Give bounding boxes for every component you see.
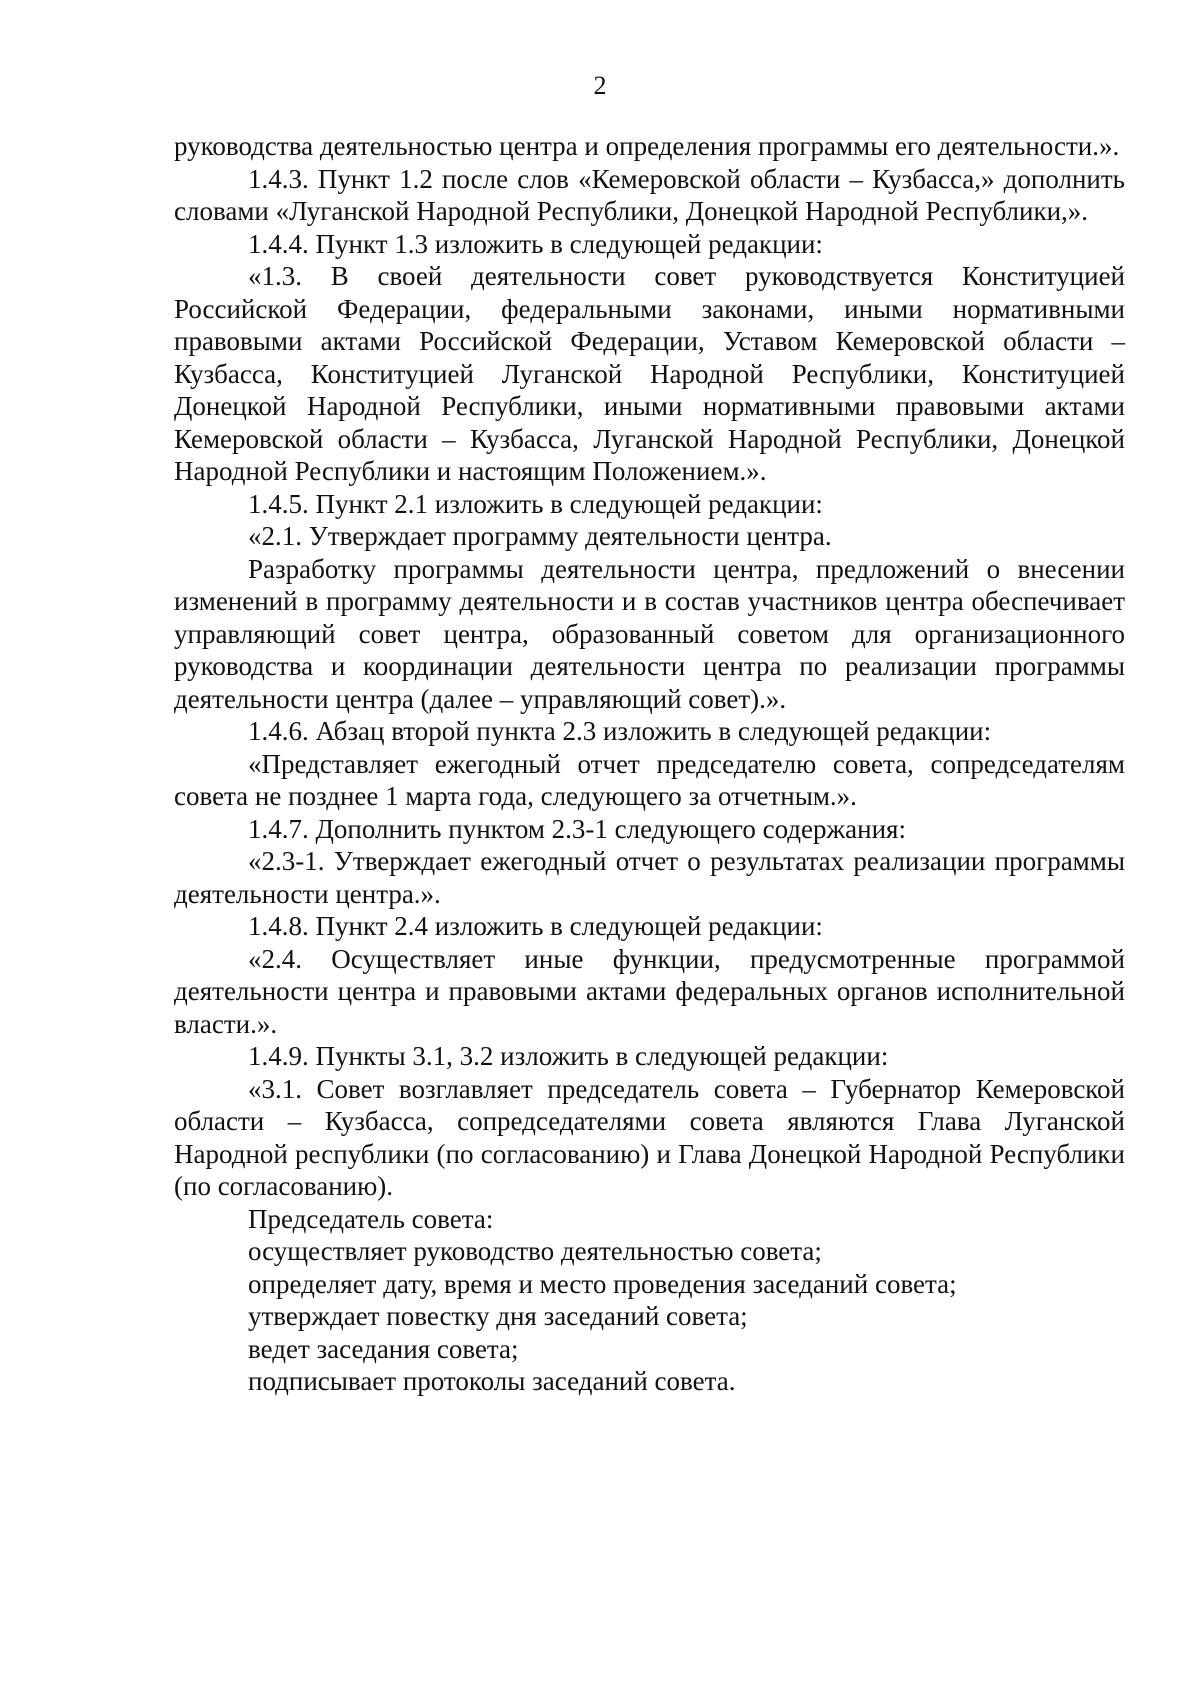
list-item-duty-3: утверждает повестку дня заседаний совета; — [248, 1301, 748, 1331]
document-body — [174, 130, 1125, 1398]
paragraph-quote-3-1: «3.1. Совет возглавляет председатель совета – Губернатор Кемеровской области – Кузбасса, сопредседателями совета являются Глава Луганской Народной республики (по согласованию) и Глава Донецкой Народной Республики (по согласованию). — [174, 1073, 1125, 1201]
paragraph-1-4-3: 1.4.3. Пункт 1.2 после слов «Кемеровской области – Кузбасса,» дополнить словами «Луганской Народной Республики, Донецкой Народной Республики,». — [174, 163, 1125, 226]
paragraph-quote-2-1: «2.1. Утверждает программу деятельности центра. — [248, 521, 832, 551]
paragraph-quote-1-3: «1.3. В своей деятельности совет руководствуется Конституцией Российской Федерации, федеральными законами, иными нормативными правовыми актами Российской Федерации, Уставом Кемеровской области – Кузбасса, Конституцией Луганской Народной Республики, Конституцией Донецкой Народной Республики, иными нормативными правовыми актами Кемеровской области – Кузбасса, Луганской Народной Республики, Донецкой Народной Республики и настоящим Положением.». — [174, 261, 1125, 486]
paragraph-1-4-7: 1.4.7. Дополнить пунктом 2.3-1 следующего содержания: — [248, 813, 906, 844]
paragraph-1-4-8: 1.4.8. Пункт 2.4 изложить в следующей редакции: — [248, 911, 823, 941]
page-number: 2 — [593, 71, 607, 100]
paragraph-quote-2-4: «2.4. Осуществляет иные функции, предусмотренные программой деятельности центра и правовыми актами федеральных органов исполнительной власти.». — [174, 943, 1125, 1039]
paragraph-annual-report: «Представляет ежегодный отчет председателю совета, сопредседателям совета не позднее 1 марта года, следующего за отчетным.». — [174, 748, 1125, 811]
paragraph-1-4-4: 1.4.4. Пункт 1.3 изложить в следующей редакции: — [248, 228, 823, 259]
paragraph-quote-2-3-1: «2.3-1. Утверждает ежегодный отчет о результатах реализации программы деятельности центра.». — [174, 846, 1125, 909]
list-item-duty-1: осуществляет руководство деятельностью совета; — [248, 1236, 822, 1266]
paragraph-chairman-heading: Председатель совета: — [248, 1203, 494, 1234]
list-item-duty-4: ведет заседания совета; — [248, 1333, 519, 1364]
paragraph-1-4-6: 1.4.6. Абзац второй пункта 2.3 изложить в следующей редакции: — [248, 716, 992, 746]
paragraph-1-4-5: 1.4.5. Пункт 2.1 изложить в следующей редакции: — [248, 488, 823, 519]
list-item-duty-5: подписывает протоколы заседаний совета. — [248, 1366, 736, 1396]
paragraph-1-4-9: 1.4.9. Пункты 3.1, 3.2 изложить в следующей редакции: — [248, 1041, 889, 1071]
list-item-duty-2: определяет дату, время и место проведения заседаний совета; — [248, 1268, 957, 1299]
paragraph-program-development: Разработку программы деятельности центра, предложений о внесении изменений в программу деятельности и в состав участников центра обеспечивает управляющий совет центра, образованный советом для организационного руководства и координации деятельности центра по реализации программы деятельности центра (далее – управляющий совет).». — [174, 553, 1125, 714]
paragraph-continuation: руководства деятельностью центра и определения программы его деятельности.». — [174, 131, 1120, 161]
